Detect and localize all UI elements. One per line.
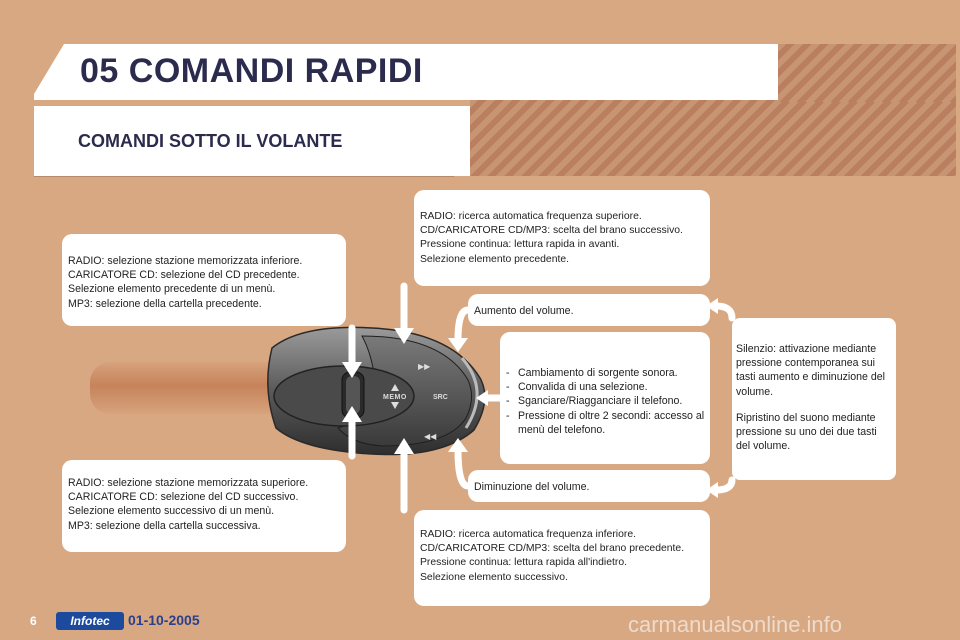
section-subtitle: COMANDI SOTTO IL VOLANTE [78, 131, 343, 151]
unmute-text: Ripristino del suono mediante pressione su uno dei due tasti del volume. [736, 411, 877, 453]
arrow-mute-up [716, 306, 732, 318]
box-src [500, 332, 710, 464]
box-line: CD/CARICATORE CD/MP3: scelta del brano successivo. [420, 225, 683, 237]
box-line: Selezione elemento precedente di un menù. [68, 283, 276, 296]
box-line: CARICATORE CD: selezione del CD successivo. [68, 491, 299, 504]
header-stripe-pattern-top [778, 44, 956, 102]
box-line: MP3: selezione della cartella precedente. [68, 297, 262, 310]
box-mute [732, 318, 896, 480]
mute-text: Silenzio: attivazione mediante pressione contemporanea sui tasti aumento e diminuzione del volume. [736, 343, 885, 398]
box-line: Pressione continua: lettura rapida in avanti. [420, 239, 620, 251]
list-item: - Cambiamento di sorgente sonora. [504, 366, 706, 380]
header-stripe-pattern [470, 100, 956, 176]
page-number: 6 [30, 614, 37, 628]
box-left-bottom [62, 460, 346, 552]
box-line: CD/CARICATORE CD/MP3: scelta del brano precedente. [420, 543, 685, 555]
infotec-badge: Infotec [56, 612, 124, 630]
list-item: - Pressione di oltre 2 secondi: accesso al menù del telefono. [504, 409, 706, 437]
box-top-right [414, 190, 710, 286]
chevron-up-icon [391, 384, 399, 391]
memo-label[interactable]: MEMO [383, 394, 407, 401]
revision-date: 01-10-2005 [128, 612, 200, 628]
header-divider [34, 176, 454, 177]
box-line: RADIO: ricerca automatica frequenza superiore. [420, 211, 642, 222]
box-line: MP3: selezione della cartella successiva. [68, 519, 261, 532]
box-line: Pressione continua: lettura rapida all'indietro. [420, 557, 628, 569]
src-list [504, 366, 706, 437]
box-volume-up [468, 294, 710, 326]
volume-up-text: Aumento del volume. [474, 305, 574, 317]
src-button-label[interactable]: SRC [433, 394, 448, 401]
box-line: Selezione elemento successivo. [420, 571, 568, 583]
site-watermark: carmanualsonline.info [628, 612, 843, 637]
box-volume-down [468, 470, 710, 502]
box-left-top [62, 234, 346, 326]
arrow-mute-down [716, 480, 732, 490]
steering-control-unit [262, 318, 498, 460]
box-line: RADIO: selezione stazione memorizzata superiore. [68, 477, 309, 489]
box-line: RADIO: selezione stazione memorizzata inferiore. [68, 255, 303, 267]
box-line: Selezione elemento successivo di un menù. [68, 505, 275, 518]
volume-down-text: Diminuzione del volume. [474, 481, 590, 493]
box-bottom-right [414, 510, 710, 606]
forward-button-icon[interactable]: ▶▶ [418, 362, 431, 371]
list-item: - Convalida di una selezione. [504, 380, 706, 394]
page-title: 05 COMANDI RAPIDI [80, 52, 423, 90]
rewind-button-icon[interactable]: ◀◀ [424, 432, 437, 441]
box-line: RADIO: ricerca automatica frequenza inferiore. [420, 529, 636, 540]
box-line: CARICATORE CD: selezione del CD precedente. [68, 269, 300, 282]
chevron-down-icon [391, 402, 399, 409]
box-line: Selezione elemento precedente. [420, 253, 570, 265]
list-item: - Sganciare/Riagganciare il telefono. [504, 394, 706, 408]
